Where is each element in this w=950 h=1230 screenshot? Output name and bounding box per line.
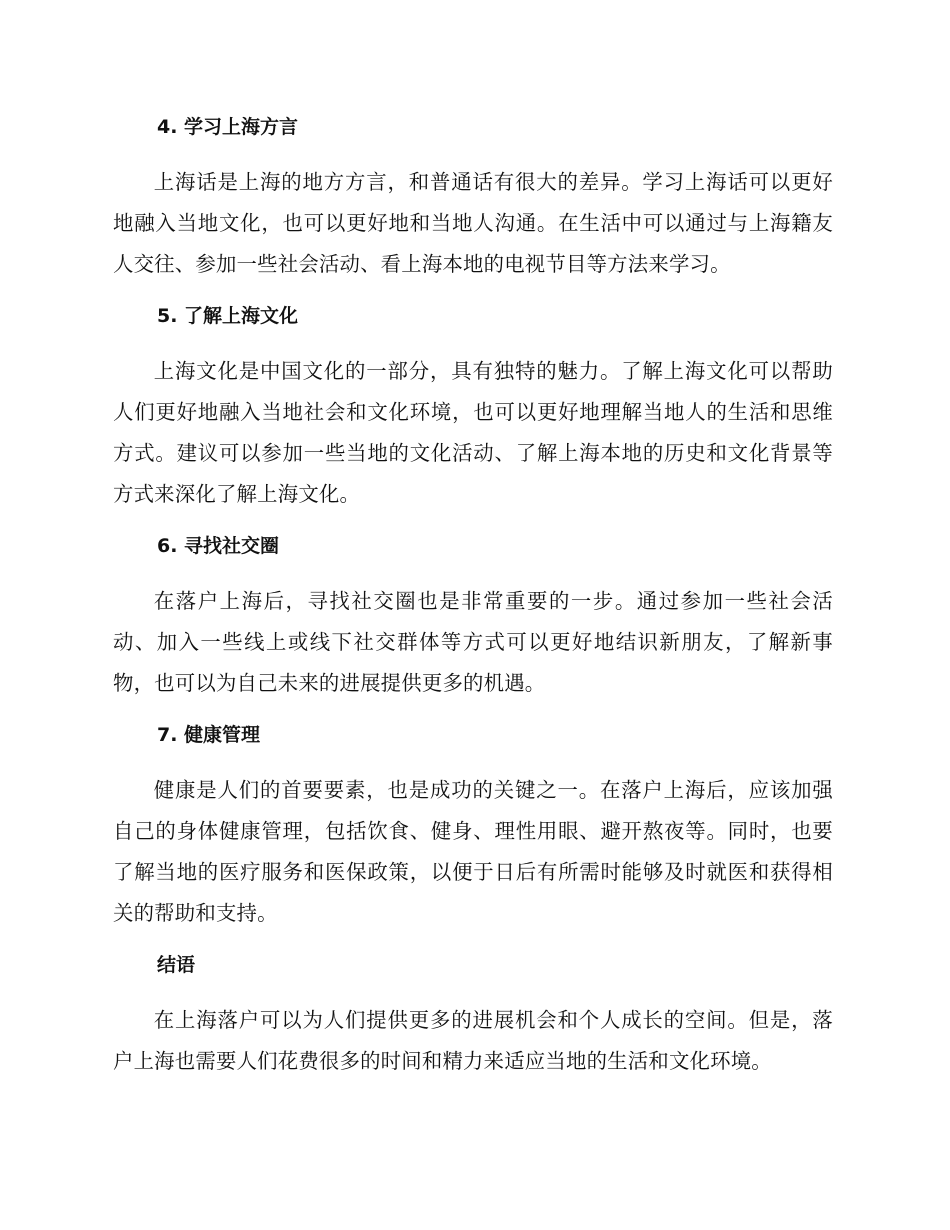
section-heading: 4. 学习上海方言: [157, 116, 299, 138]
section-paragraph: 在落户上海后，寻找社交圈也是非常重要的一步。通过参加一些社会活动、加入一些线上或线下社交群体等方式可以更好地结识新朋友，了解新事物，也可以为自己未来的进展提供更多的机遇。: [113, 589, 833, 695]
section-understand-culture: [113, 297, 833, 527]
section-paragraph: 在上海落户可以为人们提供更多的进展机会和个人成长的空间。但是，落户上海也需要人们花费很多的时间和精力来适应当地的生活和文化环境。: [113, 1008, 833, 1073]
section-heading: 6. 寻找社交圈: [157, 535, 280, 557]
section-heading: 7. 健康管理: [157, 724, 261, 746]
section-paragraph: 上海话是上海的地方方言，和普通话有很大的差异。学习上海话可以更好地融入当地文化，也可以更好地和当地人沟通。在生活中可以通过与上海籍友人交往、参加一些社会活动、看上海本地的电视节目等方法来学习。: [113, 170, 833, 276]
section-paragraph: 上海文化是中国文化的一部分，具有独特的魅力。了解上海文化可以帮助人们更好地融入当地社会和文化环境，也可以更好地理解当地人的生活和思维方式。建议可以参加一些当地的文化活动、了解上海本地的历史和文化背景等方式来深化了解上海文化。: [113, 359, 833, 506]
section-paragraph: 健康是人们的首要要素，也是成功的关键之一。在落户上海后，应该加强自己的身体健康管理，包括饮食、健身、理性用眼、避开熬夜等。同时，也要了解当地的医疗服务和医保政策，以便于日后有所需时能够及时就医和获得相关的帮助和支持。: [113, 778, 833, 925]
section-conclusion: [113, 946, 833, 1082]
section-heading: 5. 了解上海文化: [157, 305, 299, 327]
document-content: [113, 108, 833, 1082]
section-heading: 结语: [157, 954, 196, 976]
section-learn-dialect: [113, 108, 833, 297]
section-health-management: [113, 716, 833, 946]
section-social-circle: [113, 527, 833, 716]
